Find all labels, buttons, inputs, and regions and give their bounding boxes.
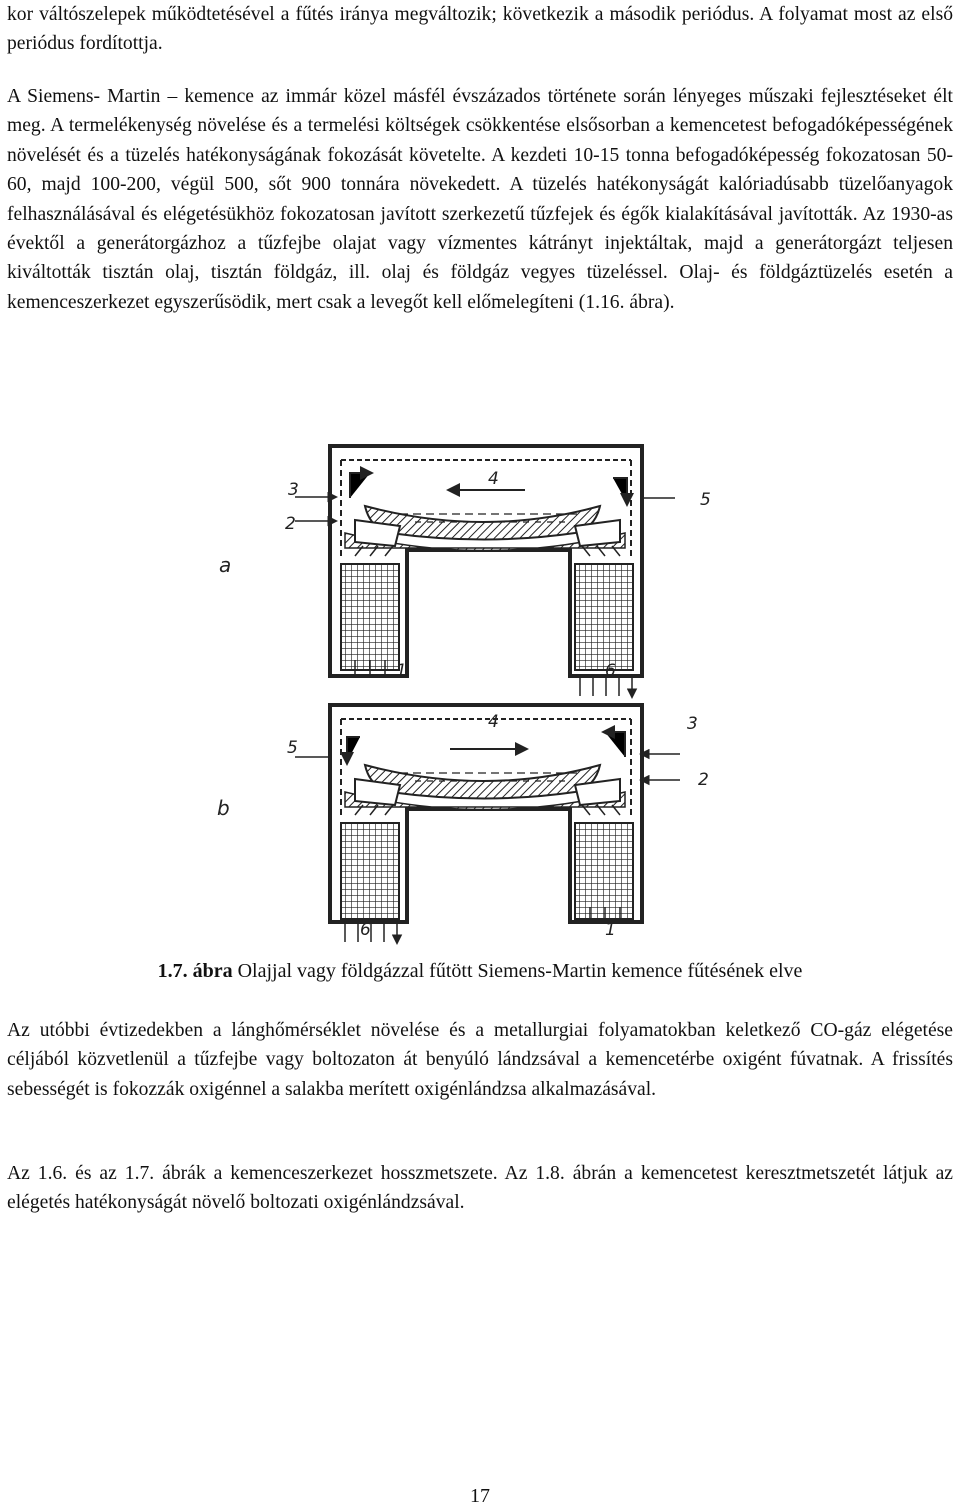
label-diagram-a: a xyxy=(219,553,232,577)
page-number: 17 xyxy=(470,1485,490,1507)
paragraph-figures: Az 1.6. és az 1.7. ábrák a kemenceszerkezet hosszmetszete. Az 1.8. ábrán a kemencetest keresztmetszetét látjuk az elégetés hatékonyságát növelő boltozati oxigénlándzsával. xyxy=(7,1163,953,1214)
label-diagram-b: b xyxy=(217,796,230,820)
paragraph-history: A Siemens- Martin – kemence az immár közel másfél évszázados története során lényeges műszaki fejlesztéseket élt meg. A termelékenység növelése és a termelési költségek csökkentése elsősorban a kemencetest befogadóképességének növelését és a tüzelés hatékonyságának fokozását követelte. A kezdeti 10-15 tonna befogadóképesség fokozatosan 50-60, majd 100-200, végül 500, sőt 900 tonnára növekedett. A tüzelés hatékonyságát kalóriadúsabb tüzelőanyagok felhasználásával és elégetésükhöz fokozatosan javított szerkezetű tűzfejek és égők kialakításával javították. Az 1930-as évektől a generátorgázhoz a tűzfejbe olajat vagy vízmentes kátrányt injektáltak, majd a generátorgázt teljesen kiváltották tisztán olaj, tisztán földgáz, ill. olaj és földgáz vegyes tüzeléssel. Olaj- és földgáztüzelés esetén a kemenceszerkezet egyszerűsödik, mert csak a levegőt kell előmelegíteni (1.16. ábra). xyxy=(7,86,953,313)
label-b-4: 4 xyxy=(488,712,499,732)
figure-caption xyxy=(0,957,960,985)
label-b-2: 2 xyxy=(698,770,709,790)
label-a-6: 6 xyxy=(605,661,616,681)
label-a-5: 5 xyxy=(700,490,711,510)
label-b-5: 5 xyxy=(287,738,298,758)
furnace-diagram-b xyxy=(217,705,709,942)
furnace-diagram xyxy=(195,438,775,948)
furnace-diagram-a xyxy=(219,446,711,696)
label-a-1: 1 xyxy=(396,661,407,681)
caption-number: 1.7. ábra xyxy=(157,960,233,982)
label-b-1: 1 xyxy=(605,920,616,940)
label-b-6: 6 xyxy=(360,920,371,940)
caption-text: Olajjal vagy földgázzal fűtött Siemens-Martin kemence fűtésének elve xyxy=(237,960,803,982)
label-a-4: 4 xyxy=(488,469,499,489)
label-a-3: 3 xyxy=(288,480,299,500)
paragraph-oxygen: Az utóbbi évtizedekben a lánghőmérséklet növelése és a metallurgiai folyamatokban keletkező CO-gáz elégetése céljából közvetlenül a tűzfejbe vagy boltozaton át benyúló lándzsával a kemencetérbe oxigént fúvatnak. A frissítés sebességét is fokozzák oxigénnel a salakba merített oxigénlándzsa alkalmazásával. xyxy=(7,1020,953,1100)
label-a-2: 2 xyxy=(285,514,296,534)
paragraph-intro: kor váltószelepek működtetésével a fűtés iránya megváltozik; következik a második periódus. A folyamat most az első periódus fordítottja. xyxy=(7,4,953,55)
label-b-3: 3 xyxy=(687,714,698,734)
